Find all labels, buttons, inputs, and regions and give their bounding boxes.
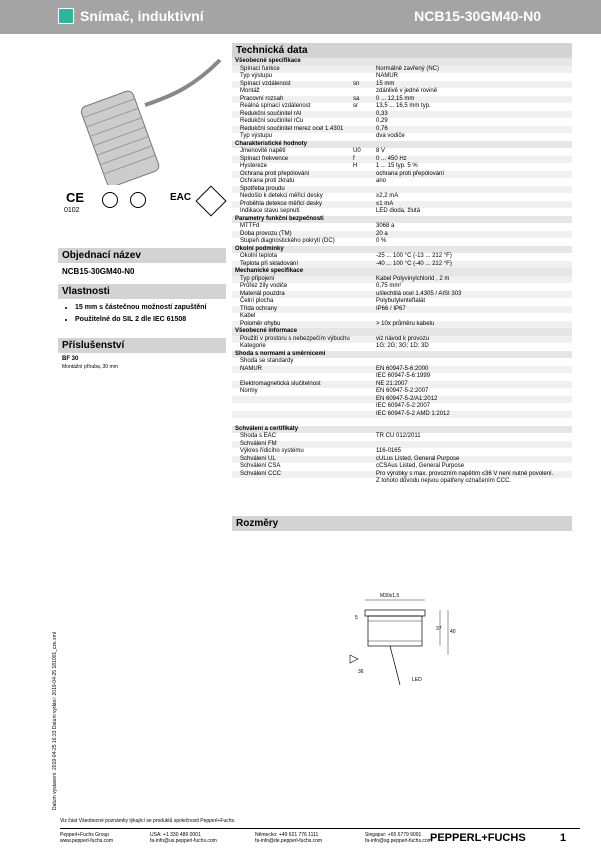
tech-cell-l: Parametry funkční bezpečnosti: [235, 215, 324, 222]
tech-title: Technická data: [232, 43, 572, 58]
tech-cell-v: NAMUR: [376, 73, 398, 79]
tech-cell-l: Průřez žíly vodiče: [240, 283, 288, 289]
page-title: Snímač, induktivní: [80, 8, 204, 24]
tech-cell-l: Třída ochrany: [240, 305, 278, 312]
tech-row: [232, 66, 572, 74]
tech-cell-v: Z tohoto důvodu nejsou opatřeny označením CCC.: [376, 478, 512, 484]
tech-row: [232, 381, 572, 389]
tech-row: [232, 463, 572, 471]
tech-cell-v: Normálně zavřený (NC): [376, 65, 440, 72]
tech-row: [232, 126, 572, 134]
tech-cell-v: viz návod k provozu: [376, 335, 430, 342]
tech-row: [232, 261, 572, 269]
csa-icon: [102, 192, 118, 208]
footer-note: Viz část Všeobecné poznámky týkající se produktů společnosti Pepperl+Fuchs.: [60, 818, 236, 824]
tech-cell-v: EN 60947-5-6:2000: [376, 365, 429, 372]
tech-cell-v: EN 60947-5-2/A1:2012: [376, 395, 438, 402]
tech-row: [232, 418, 572, 426]
tech-row: [232, 306, 572, 314]
tech-row: [232, 88, 572, 96]
tech-cell-v: 1G; 2G; 3G; 1D; 3D: [376, 343, 429, 349]
tech-cell-l: Spotřeba proudu: [240, 185, 285, 192]
tech-cell-l: Elektromagnetická slučitelnost: [240, 380, 321, 387]
tech-row: [232, 478, 572, 486]
brand-logo: PEPPERL+FUCHS: [430, 832, 526, 844]
tech-cell-s: U0: [353, 148, 361, 154]
accessories-title: Příslušenství: [58, 338, 226, 353]
tech-row: [232, 291, 572, 299]
cert-logos: [62, 190, 232, 220]
tech-row: [232, 321, 572, 329]
tech-row: [232, 388, 572, 396]
dim-m-label: M30x1,5: [380, 593, 400, 599]
tech-row: [232, 358, 572, 366]
tech-cell-l: Spínací funkce: [240, 65, 280, 72]
tech-cell-l: Proběhla detekce měřicí desky: [240, 200, 323, 207]
tech-row: [232, 373, 572, 381]
tech-row: [232, 426, 572, 434]
tech-cell-l: Normy: [240, 388, 258, 394]
tech-cell-l: Spínací vzdálenost: [240, 80, 291, 87]
tech-cell-l: Čelní plocha: [240, 298, 274, 304]
tech-cell-v: EN 60947-5-2:2007: [376, 388, 429, 394]
footer-col4: Singapur: +65 6779 9091 fa-info@sg.pepperl-fuchs.com: [365, 832, 432, 844]
tech-cell-v: 0 ... 12,15 mm: [376, 95, 415, 102]
tech-cell-v: zdánlivě v jedné rovině: [376, 88, 438, 94]
tech-cell-v: cULus Listed, General Purpose: [376, 455, 460, 462]
tech-cell-v: 0,76: [376, 125, 388, 132]
tech-cell-v: -40 ... 100 °C (-40 ... 212 °F): [376, 260, 452, 267]
tech-cell-l: Shoda s normami a směrnicemi: [235, 350, 326, 357]
list-item: • Použitelné do SIL 2 dle IEC 61508: [75, 315, 225, 324]
dim-led: LED: [412, 677, 422, 683]
tech-cell-v: TR CU 012/2011: [376, 433, 421, 439]
tech-cell-v: 20 a: [376, 230, 388, 237]
tech-row: [232, 186, 572, 194]
dim-36: 36: [358, 669, 364, 675]
tech-row: [232, 238, 572, 246]
tech-cell-l: Jmenovité napětí: [240, 148, 286, 154]
tech-cell-l: Stupeň diagnostického pokrytí (DC): [240, 238, 335, 244]
tech-cell-s: sr: [353, 103, 358, 109]
tech-cell-v: NE 21:2007: [376, 380, 408, 387]
tech-row: [232, 336, 572, 344]
fm-approved-icon: [195, 185, 226, 216]
tech-cell-v: cCSAus Listed, General Purpose: [376, 463, 465, 469]
tech-cell-l: Pracovní rozsah: [240, 95, 284, 102]
tech-row: [232, 216, 572, 224]
tech-cell-v: > 10x průměru kabelu: [376, 320, 435, 327]
tech-cell-l: Spínací frekvence: [240, 155, 289, 162]
list-item: • 15 mm s částečnou možností zapuštění: [75, 303, 225, 312]
tech-cell-l: Hystereze: [240, 163, 268, 169]
tech-cell-v: Kabel Polyvinylchlorid , 2 m: [376, 275, 450, 282]
ce-mark-icon: CE: [66, 190, 85, 205]
tech-cell-v: Polybutylenteftalát: [376, 298, 426, 304]
tech-cell-l: NAMUR: [240, 365, 262, 372]
tech-cell-l: Shoda s EAC: [240, 433, 277, 439]
tech-cell-v: ochrana proti přepólování: [376, 170, 445, 177]
tech-row: [232, 193, 572, 201]
tech-cell-l: Schválení CCC: [240, 470, 282, 477]
tech-cell-v: 0 ... 450 Hz: [376, 155, 407, 162]
tech-cell-v: -25 ... 100 °C (-13 ... 212 °F): [376, 253, 452, 259]
tech-cell-v: IEC 60947-5-2:2007: [376, 403, 431, 409]
tech-row: [232, 253, 572, 261]
tech-row: [232, 471, 572, 479]
tech-cell-v: 8 V: [376, 148, 386, 154]
ce-code: 0102: [64, 207, 80, 214]
tech-row: [232, 283, 572, 291]
tech-row: [232, 81, 572, 89]
tech-row: [232, 441, 572, 449]
tech-cell-l: Ochrana proti přepólování: [240, 170, 310, 177]
ordering-title: Objednací název: [58, 248, 226, 263]
tech-row: [232, 133, 572, 141]
tech-cell-v: LED dioda, žlutá: [376, 208, 421, 214]
ordering-value: NCB15-30GM40-N0: [62, 267, 135, 276]
tech-cell-l: Okolní teplota: [240, 253, 278, 259]
tech-row: [232, 396, 572, 404]
accessory-name: BF 30: [62, 356, 79, 362]
tech-cell-l: Schválení UL: [240, 455, 276, 462]
footer: [60, 818, 580, 848]
dimension-drawing: [340, 585, 470, 695]
tech-row: [232, 313, 572, 321]
tech-row: [232, 156, 572, 164]
tech-cell-v: dva vodiče: [376, 133, 405, 139]
tech-cell-l: Ochrana proti zkratu: [240, 178, 295, 184]
tech-cell-v: ano: [376, 178, 387, 184]
tech-cell-l: Nedošlo k detekci měřicí desky: [240, 193, 323, 199]
tech-cell-v: 0,29: [376, 118, 388, 124]
tech-row: [232, 411, 572, 419]
tech-row: [232, 276, 572, 284]
dim-5: 5: [355, 615, 358, 621]
tech-cell-v: 0,33: [376, 110, 388, 117]
tech-cell-l: Všeobecné informace: [235, 328, 298, 334]
tech-row: [232, 403, 572, 411]
tech-cell-v: IEC 60947-5-2 AMD 1:2012: [376, 410, 450, 417]
header-bar: [0, 0, 601, 34]
sensor-image: [75, 55, 225, 185]
model-title: NCB15-30GM40-N0: [414, 8, 541, 24]
tech-cell-v: 0 %: [376, 238, 387, 244]
tech-cell-l: Kabel: [240, 313, 256, 319]
tech-row: [232, 343, 572, 351]
tech-row: [232, 163, 572, 171]
tech-row: [232, 118, 572, 126]
tech-cell-l: Reálná spínací vzdálenost: [240, 103, 311, 109]
tech-cell-s: sa: [353, 95, 360, 102]
tech-cell-v: IEC 60947-5-6:1999: [376, 373, 431, 379]
tech-row: [232, 96, 572, 104]
tech-row: [232, 351, 572, 359]
tech-row: [232, 223, 572, 231]
tech-cell-l: Montáž: [240, 88, 260, 94]
tech-cell-l: Materiál pouzdra: [240, 290, 285, 297]
vertical-date-text: Datum vystavení: 2019-04-25 16:33 Datum vydání: 2019-04-25 181001_cze.xml: [52, 632, 58, 810]
tech-row: [232, 201, 572, 209]
tech-cell-v: Pro výrobky s max. provozním napětím ≤36 V není nutné povolení.: [376, 470, 554, 477]
tech-cell-l: Okolní podmínky: [235, 245, 284, 252]
tech-cell-l: Typ výstupu: [240, 73, 273, 79]
tech-row: [232, 456, 572, 464]
brand-square-icon: [58, 8, 74, 24]
tech-cell-v: ušlechtilá ocel 1.4305 / AISI 303: [376, 290, 462, 297]
footer-col3: Německo: +49 621 776 1111 fa-info@de.pepperl-fuchs.com: [255, 832, 323, 844]
tech-cell-l: Doba provozu (TM): [240, 230, 292, 237]
tech-cell-v: IP66 / IP67: [376, 305, 406, 312]
features-list: [75, 303, 225, 324]
tech-row: [232, 103, 572, 111]
tech-row: [232, 268, 572, 276]
dim-40: 40: [450, 629, 456, 635]
tech-row: [232, 448, 572, 456]
tech-row: [232, 171, 572, 179]
tech-cell-l: Výkres řídicího systému: [240, 448, 304, 454]
tech-cell-v: 15 mm: [376, 80, 395, 87]
tech-row: [232, 208, 572, 216]
tech-cell-l: Charakteristické hodnoty: [235, 140, 308, 147]
tech-row: [232, 433, 572, 441]
tech-row: [232, 73, 572, 81]
footer-col1: Pepperl+Fuchs Group www.pepperl-fuchs.com: [60, 832, 114, 844]
tech-cell-v: 1 ... 15 typ. 5 %: [376, 163, 418, 169]
tech-cell-l: MTTFd: [240, 223, 260, 229]
tech-cell-l: Všeobecné specifikace: [235, 58, 301, 64]
tech-cell-l: Schválení FM: [240, 440, 277, 447]
tech-row: [232, 366, 572, 374]
tech-row: [232, 231, 572, 239]
tech-row: [232, 111, 572, 119]
tech-row: [232, 298, 572, 306]
tech-row: [232, 246, 572, 254]
tech-cell-l: Redukční součinitel rCu: [240, 118, 304, 124]
ul-icon: [130, 192, 146, 208]
tech-row: [232, 148, 572, 156]
tech-row: [232, 58, 572, 66]
tech-cell-v: ≤1 mA: [376, 200, 394, 207]
tech-cell-l: Redukční součinitel rAl: [240, 110, 302, 117]
page-number: 1: [560, 832, 567, 844]
tech-row: [232, 141, 572, 149]
tech-cell-l: Mechanické specifikace: [235, 268, 304, 274]
tech-cell-l: Schválení a certifikáty: [235, 425, 299, 432]
tech-cell-l: Kategorie: [240, 343, 266, 349]
tech-cell-l: Teplota při skladování: [240, 260, 299, 267]
dims-title: Rozměry: [232, 516, 572, 531]
tech-cell-l: Typ připojení: [240, 275, 275, 282]
accessory-desc: Montážní příruba, 30 mm: [62, 364, 118, 370]
tech-cell-s: sn: [353, 80, 360, 87]
footer-col2: USA: +1 330 486 0001 fa-info@us.pepperl-fuchs.com: [150, 832, 217, 844]
tech-cell-v: 116-0165: [376, 448, 401, 454]
tech-cell-l: Indikace stavu sepnutí: [240, 208, 300, 214]
tech-row: [232, 328, 572, 336]
tech-cell-v: 3068 a: [376, 223, 395, 229]
tech-cell-l: Poloměr ohybu: [240, 320, 281, 327]
tech-cell-l: Redukční součinitel rnerez ocel 1.4301: [240, 125, 344, 132]
tech-cell-s: f: [353, 155, 355, 162]
tech-cell-s: H: [353, 163, 358, 169]
tech-cell-v: ≥2,2 mA: [376, 193, 399, 199]
tech-cell-l: Shoda se standardy: [240, 358, 294, 364]
tech-table: [232, 58, 572, 486]
tech-cell-l: Typ výstupu: [240, 133, 273, 139]
dim-37: 37: [436, 626, 442, 632]
features-title: Vlastnosti: [58, 284, 226, 299]
tech-cell-v: 13,5 ... 16,5 mm typ.: [376, 103, 431, 109]
tech-cell-v: 0,75 mm²: [376, 283, 402, 289]
tech-cell-l: Použití v prostoru s nebezpečím výbuchu: [240, 335, 350, 342]
tech-cell-l: Schválení CSA: [240, 463, 281, 469]
tech-row: [232, 178, 572, 186]
eac-icon: EAC: [170, 192, 192, 203]
